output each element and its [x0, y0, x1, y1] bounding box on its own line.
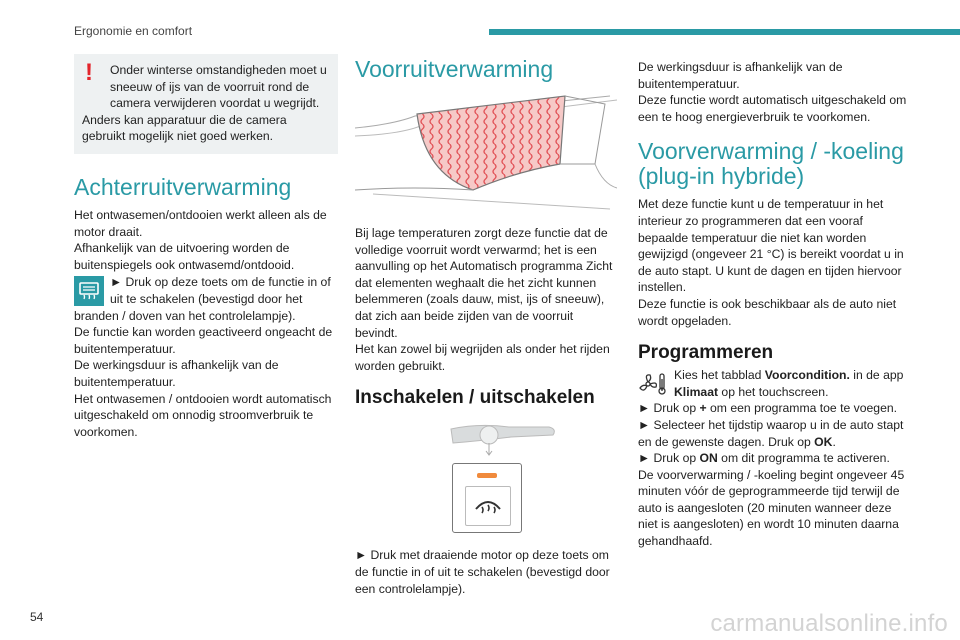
app-name-klimaat: Klimaat — [674, 384, 719, 399]
warning-box — [74, 54, 338, 154]
step-2: ► Selecteer het tijdstip waarop u in de auto stapt en de gewenste dagen. Druk op OK. — [638, 417, 904, 449]
front-defrost-icon — [465, 486, 511, 526]
step-1: ► Druk op + om een programma toe te voegen. — [638, 401, 898, 416]
paragraph: De voorverwarming / -koeling begint ongeveer 45 minuten vóór de geprogrammeerde tijd terwijl de auto is aangesloten (20 minuten wanneer deze niet is aangesloten) en wordt 10 minuten daarna gehandhaafd. — [638, 467, 905, 549]
tab-name-voorcondition: Voorcondition. — [764, 368, 850, 383]
column-middle — [355, 54, 617, 597]
paragraph: De functie kan worden geactiveerd ongeacht de buitentemperatuur. — [74, 325, 333, 356]
text-run: Kies het tabblad — [674, 368, 765, 383]
paragraph: Met deze functie kunt u de temperatuur in het interieur zo programmeren dat een vooraf bepaalde temperatuur die niet kan worden gewijzigd (ongeveer 21 °C) is bereikt voordat u in de auto stapt. U kunt de dagen en tijden hiervoor instellen. — [638, 197, 904, 295]
instruction-text: ► Druk met draaiende motor op deze toets om de functie in of uit te schakelen (bevestigd door een controlelampje). — [355, 548, 610, 596]
paragraph: Deze functie wordt automatisch uitgeschakeld om een te hoog energieverbruik te voorkomen. — [638, 93, 907, 124]
paragraph: Het kan zowel bij wegrijden als onder het rijden worden gebruikt. — [355, 342, 610, 373]
climate-fan-icon — [638, 369, 668, 399]
text-run: op het touchscreen. — [718, 384, 829, 399]
indicator-led — [477, 473, 497, 478]
heading-programming: Programmeren — [638, 342, 774, 364]
instruction-text: ► Druk op deze toets om de functie in of uit te schakelen (bevestigd door het branden / doven van het controlelampje). — [74, 275, 331, 323]
heading-preconditioning: Voorverwarming / -koeling (plug-in hybride) — [638, 138, 904, 190]
windscreen-heating-button[interactable] — [452, 463, 522, 533]
warning-text-2: Anders kan apparatuur die de camera gebruikt mogelijk niet goed werken. — [82, 112, 287, 144]
header-accent-bar — [489, 29, 960, 35]
steering-wheel-illustration — [355, 421, 617, 457]
paragraph: Het ontwasemen / ontdooien wordt automatisch uitgeschakeld om onnodig stroomverbruik te voorkomen. — [74, 391, 332, 439]
watermark: carmanualsonline.info — [710, 610, 948, 637]
windscreen-illustration — [355, 94, 617, 212]
text-run: in de app — [849, 368, 904, 383]
paragraph: Bij lage temperaturen zorgt deze functie dat de volledige voorruit wordt verwarmd; het is een aanvulling op het Automatisch programma Zicht dat elementen weghaalt die het zicht kunnen belemmeren (zoals dauw, mist, ijs of sneeuw), dat zich aan beide zijden van de voorruit bevindt. — [355, 226, 613, 340]
heading-windscreen-heating: Voorruitverwarming — [355, 56, 554, 82]
heading-rear-window-heating: Achterruitverwarming — [74, 173, 292, 200]
paragraph: Deze functie is ook beschikbaar als de auto niet wordt opgeladen. — [638, 296, 897, 328]
heading-on-off: Inschakelen / uitschakelen — [355, 387, 595, 409]
step-3: ► Druk op ON om dit programma te activeren. — [638, 451, 890, 466]
column-left — [74, 54, 338, 440]
warning-icon: ! — [85, 59, 93, 86]
paragraph: De werkingsduur is afhankelijk van de buitentemperatuur. — [74, 358, 279, 389]
column-right — [638, 54, 908, 550]
paragraph: De werkingsduur is afhankelijk van de buitentemperatuur. — [638, 60, 843, 91]
warning-text-1: Onder winterse omstandigheden moet u sneeuw of ijs van de voorruit rond de camera verwijderen voordat u wegrijdt. — [110, 63, 327, 111]
paragraph: Het ontwasemen/ontdooien werkt alleen als de motor draait. — [74, 207, 327, 239]
running-header: Ergonomie en comfort — [74, 24, 193, 38]
page-number: 54 — [30, 610, 44, 624]
rear-defrost-icon — [74, 276, 104, 306]
paragraph: Afhankelijk van de uitvoering worden de buitenspiegels ook ontwasemd/ontdooid. — [74, 241, 295, 272]
